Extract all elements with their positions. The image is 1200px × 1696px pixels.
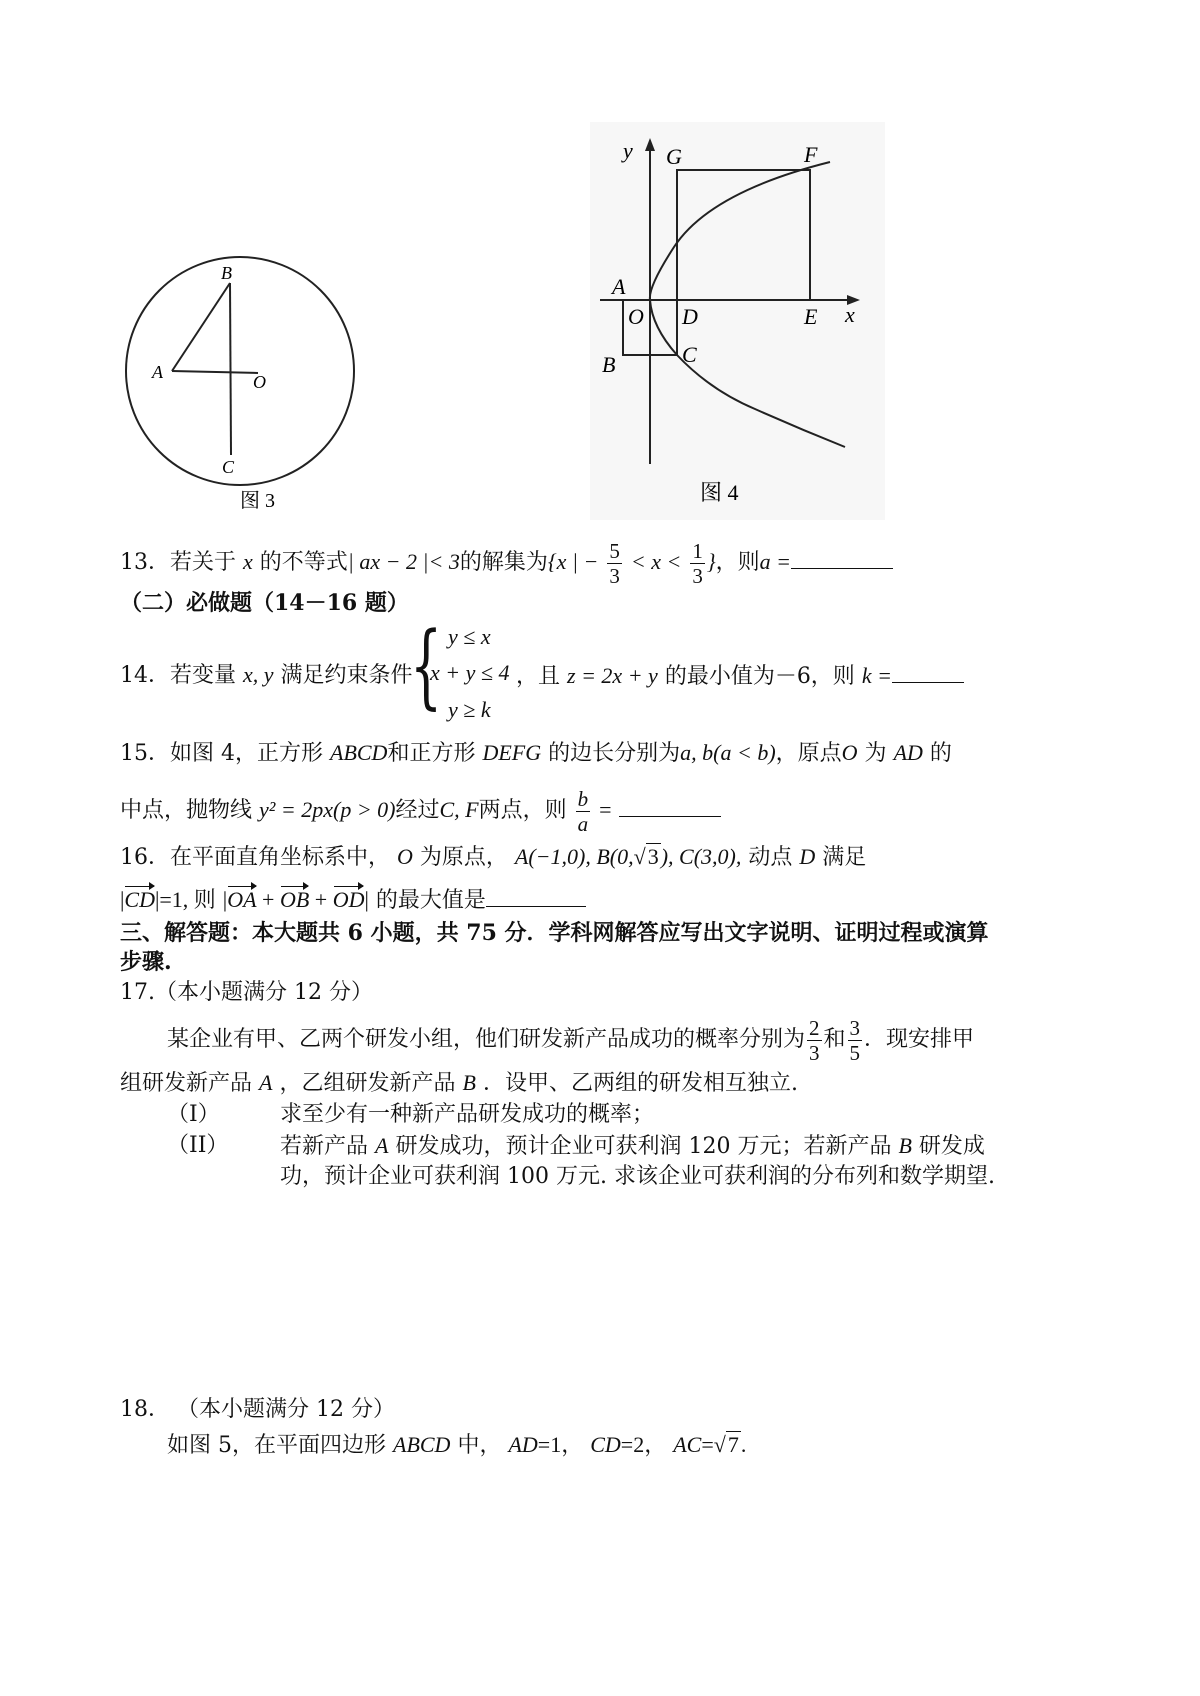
q17-fraction-3-5: $\frac{3}{5}$ <box>849 1015 861 1065</box>
q18-sqrt-7: √7 <box>713 1432 739 1457</box>
q16-vector-cd: CD <box>124 885 155 915</box>
q16-points-b: ), C(3,0), <box>660 844 742 869</box>
q17-product-a: A <box>375 1133 389 1158</box>
label-b: B <box>221 263 232 283</box>
q18-text <box>167 1430 746 1461</box>
q16-vector-oa: OA <box>227 885 256 915</box>
question-15-line-2 <box>120 780 721 840</box>
q17-text: ．设甲、乙两组的研发相互独立. <box>482 1071 798 1096</box>
q18-ac-eq: = <box>701 1432 714 1457</box>
q16-text: 满足 <box>822 845 867 870</box>
q14-text: 若变量 <box>170 663 237 688</box>
q13-text: ，则 <box>715 550 760 575</box>
q15-o: O <box>841 740 858 765</box>
q14-number: 14． <box>120 663 170 688</box>
label-a: A <box>152 362 163 382</box>
q13-text: 的不等式 <box>259 550 348 575</box>
q15-text: 和正方形 <box>387 741 476 766</box>
q13-set-close: } <box>706 549 716 574</box>
section-2-heading: （二）必做题（14－16 题） <box>120 590 409 616</box>
q18-cd: CD <box>590 1432 621 1457</box>
q14-constraint-1: y ≤ x <box>448 624 491 649</box>
q15-text: 两点，则 <box>478 798 567 823</box>
q14-text: 的最小值为－6，则 <box>664 664 855 689</box>
q16-vector-ob: OB <box>280 885 309 915</box>
q16-answer-blank[interactable] <box>486 884 586 907</box>
q13-number: 13． <box>120 550 170 575</box>
q17-part-i-label: （I） <box>167 1102 220 1127</box>
label-f: F <box>804 142 818 167</box>
q13-fraction-5-3: $\frac{5}{3}$ <box>609 538 620 588</box>
q16-text: 为原点， <box>419 845 508 870</box>
q16-text: 动点 <box>748 845 793 870</box>
label-b: B <box>602 352 616 377</box>
q13-answer-blank[interactable] <box>791 546 893 569</box>
chord-ab <box>172 283 230 371</box>
q17-text: 研发成功，预计企业可获利润 120 万元；若新产品 <box>395 1134 892 1159</box>
q15-answer-blank[interactable] <box>619 794 721 817</box>
q15-text: 经过 <box>395 798 440 823</box>
q16-points-a: A(−1,0), B(0, <box>514 844 634 869</box>
q18-text-part: 中， <box>457 1433 502 1458</box>
label-c: C <box>222 457 235 477</box>
q16-vector-od: OD <box>333 885 365 915</box>
q14-k-eq: k = <box>861 663 892 688</box>
q16-number: 16． <box>120 845 170 870</box>
q17-text: 组研发新产品 <box>120 1071 253 1096</box>
question-16-line-2: |CD|=1, 则 |OA + OB + OD| 的最大值是 <box>120 884 586 916</box>
label-c: C <box>682 342 697 367</box>
q17-text: 研发成 <box>918 1134 985 1159</box>
question-14 <box>120 660 413 691</box>
q18-abcd: ABCD <box>393 1432 451 1457</box>
q16-text: 在平面直角坐标系中， <box>170 845 391 870</box>
chord-bc <box>230 283 231 455</box>
question-15-line-1 <box>120 738 952 769</box>
figure-3-caption: 图 3 <box>240 490 275 512</box>
q18-ad: AD <box>508 1432 538 1457</box>
q15-fraction-b-a: $\frac{b}{a}$ <box>577 786 589 836</box>
q17-fraction-2-3: $\frac{2}{3}$ <box>809 1015 820 1065</box>
q17-text: 若新产品 <box>280 1134 369 1159</box>
q15-number: 15． <box>120 741 170 766</box>
section-3-heading-cont: 步骤. <box>120 949 172 975</box>
label-x: x <box>845 302 855 327</box>
label-g: G <box>666 144 682 169</box>
q15-text: ，原点 <box>775 741 842 766</box>
q14-text: 满足约束条件 <box>280 663 413 688</box>
q15-eq: = <box>599 797 612 822</box>
label-e: E <box>804 304 818 329</box>
q13-text: 的解集为 <box>459 550 548 575</box>
q15-text: 的 <box>929 741 952 766</box>
q15-cf: C, F <box>439 797 479 822</box>
segment-ao <box>172 371 258 373</box>
q15-abcd: ABCD <box>330 740 388 765</box>
q15-text: 如图 4，正方形 <box>170 741 323 766</box>
q17-text: 和 <box>823 1027 846 1052</box>
q17-text: 某企业有甲、乙两个研发小组，他们研发新产品成功的概率分别为 <box>167 1027 806 1052</box>
q15-text: 的边长分别为 <box>548 741 681 766</box>
q16-d: D <box>799 844 816 869</box>
q17-part-ii-line-1 <box>280 1131 985 1162</box>
q13-text: 若关于 <box>170 550 237 575</box>
q18-header: 18． （本小题满分 12 分） <box>120 1397 395 1422</box>
q16-sqrt-3: √3 <box>633 844 659 869</box>
question-16-line-1 <box>120 842 866 873</box>
question-13 <box>120 530 893 594</box>
q15-text: 中点，抛物线 <box>120 798 253 823</box>
q17-product-a: A <box>259 1070 273 1095</box>
q16-cd-cond: |=1, 则 <box>154 887 216 912</box>
figure-4-caption: 图 4 <box>700 480 739 505</box>
q17-text: ，乙组研发新产品 <box>279 1071 456 1096</box>
q14-text: ，且 <box>516 664 561 689</box>
q15-ad: AD <box>893 740 923 765</box>
section-3-heading: 三、解答题：本大题共 6 小题，共 75 分．学科网解答应写出文字说明、证明过程或演算 <box>120 920 989 946</box>
q17-part-ii-line-2: 功，预计企业可获利润 100 万元. 求该企业可获利润的分布列和数学期望. <box>280 1164 995 1189</box>
q14-vars: x, y <box>243 662 274 687</box>
q14-constraint-2: x + y ≤ 4 <box>430 660 510 685</box>
q18-end: . <box>740 1432 747 1457</box>
q16-text: 的最大值是 <box>375 888 486 913</box>
q16-o: O <box>397 844 413 869</box>
question-14-tail <box>516 660 964 692</box>
label-a: A <box>612 274 626 299</box>
label-o: O <box>628 304 644 329</box>
q14-expr: z = 2x + y <box>567 663 658 688</box>
q13-mid: < x < <box>630 549 682 574</box>
q15-defg: DEFG <box>482 740 542 765</box>
q13-set-open: {x | − <box>547 549 599 574</box>
q14-brace: { <box>410 612 443 719</box>
q15-ab: a, b(a < b) <box>680 740 776 765</box>
q18-text-part: 如图 5，在平面四边形 <box>167 1433 386 1458</box>
q17-text: ．现安排甲 <box>864 1027 975 1052</box>
q17-part-i-text: 求至少有一种新产品研发成功的概率； <box>280 1102 655 1127</box>
figure-3 <box>120 245 370 525</box>
q13-fraction-1-3: $\frac{1}{3}$ <box>692 538 703 588</box>
q17-product-b: B <box>898 1133 912 1158</box>
q17-header: 17.（本小题满分 12 分） <box>120 980 373 1005</box>
q14-answer-blank[interactable] <box>892 660 964 683</box>
q17-part-ii-label: （II） <box>167 1133 229 1158</box>
q15-parabola: y² = 2px(p > 0) <box>259 797 396 822</box>
q18-ac: AC <box>673 1432 702 1457</box>
q17-product-b: B <box>462 1070 476 1095</box>
label-d: D <box>682 304 698 329</box>
figure-4 <box>590 122 885 520</box>
q17-para-1 <box>167 1010 974 1070</box>
q13-inequality: | ax − 2 |< 3 <box>347 549 460 574</box>
label-y: y <box>623 138 633 163</box>
q17-para-2 <box>120 1068 798 1099</box>
q13-var-x: x <box>243 549 253 574</box>
q18-ad-value: =1， <box>537 1432 584 1457</box>
q14-constraint-3: y ≥ k <box>448 697 491 722</box>
q18-cd-value: =2， <box>620 1432 667 1457</box>
label-o: O <box>253 372 266 392</box>
q13-a-eq: a = <box>759 549 791 574</box>
q15-text: 为 <box>864 741 887 766</box>
